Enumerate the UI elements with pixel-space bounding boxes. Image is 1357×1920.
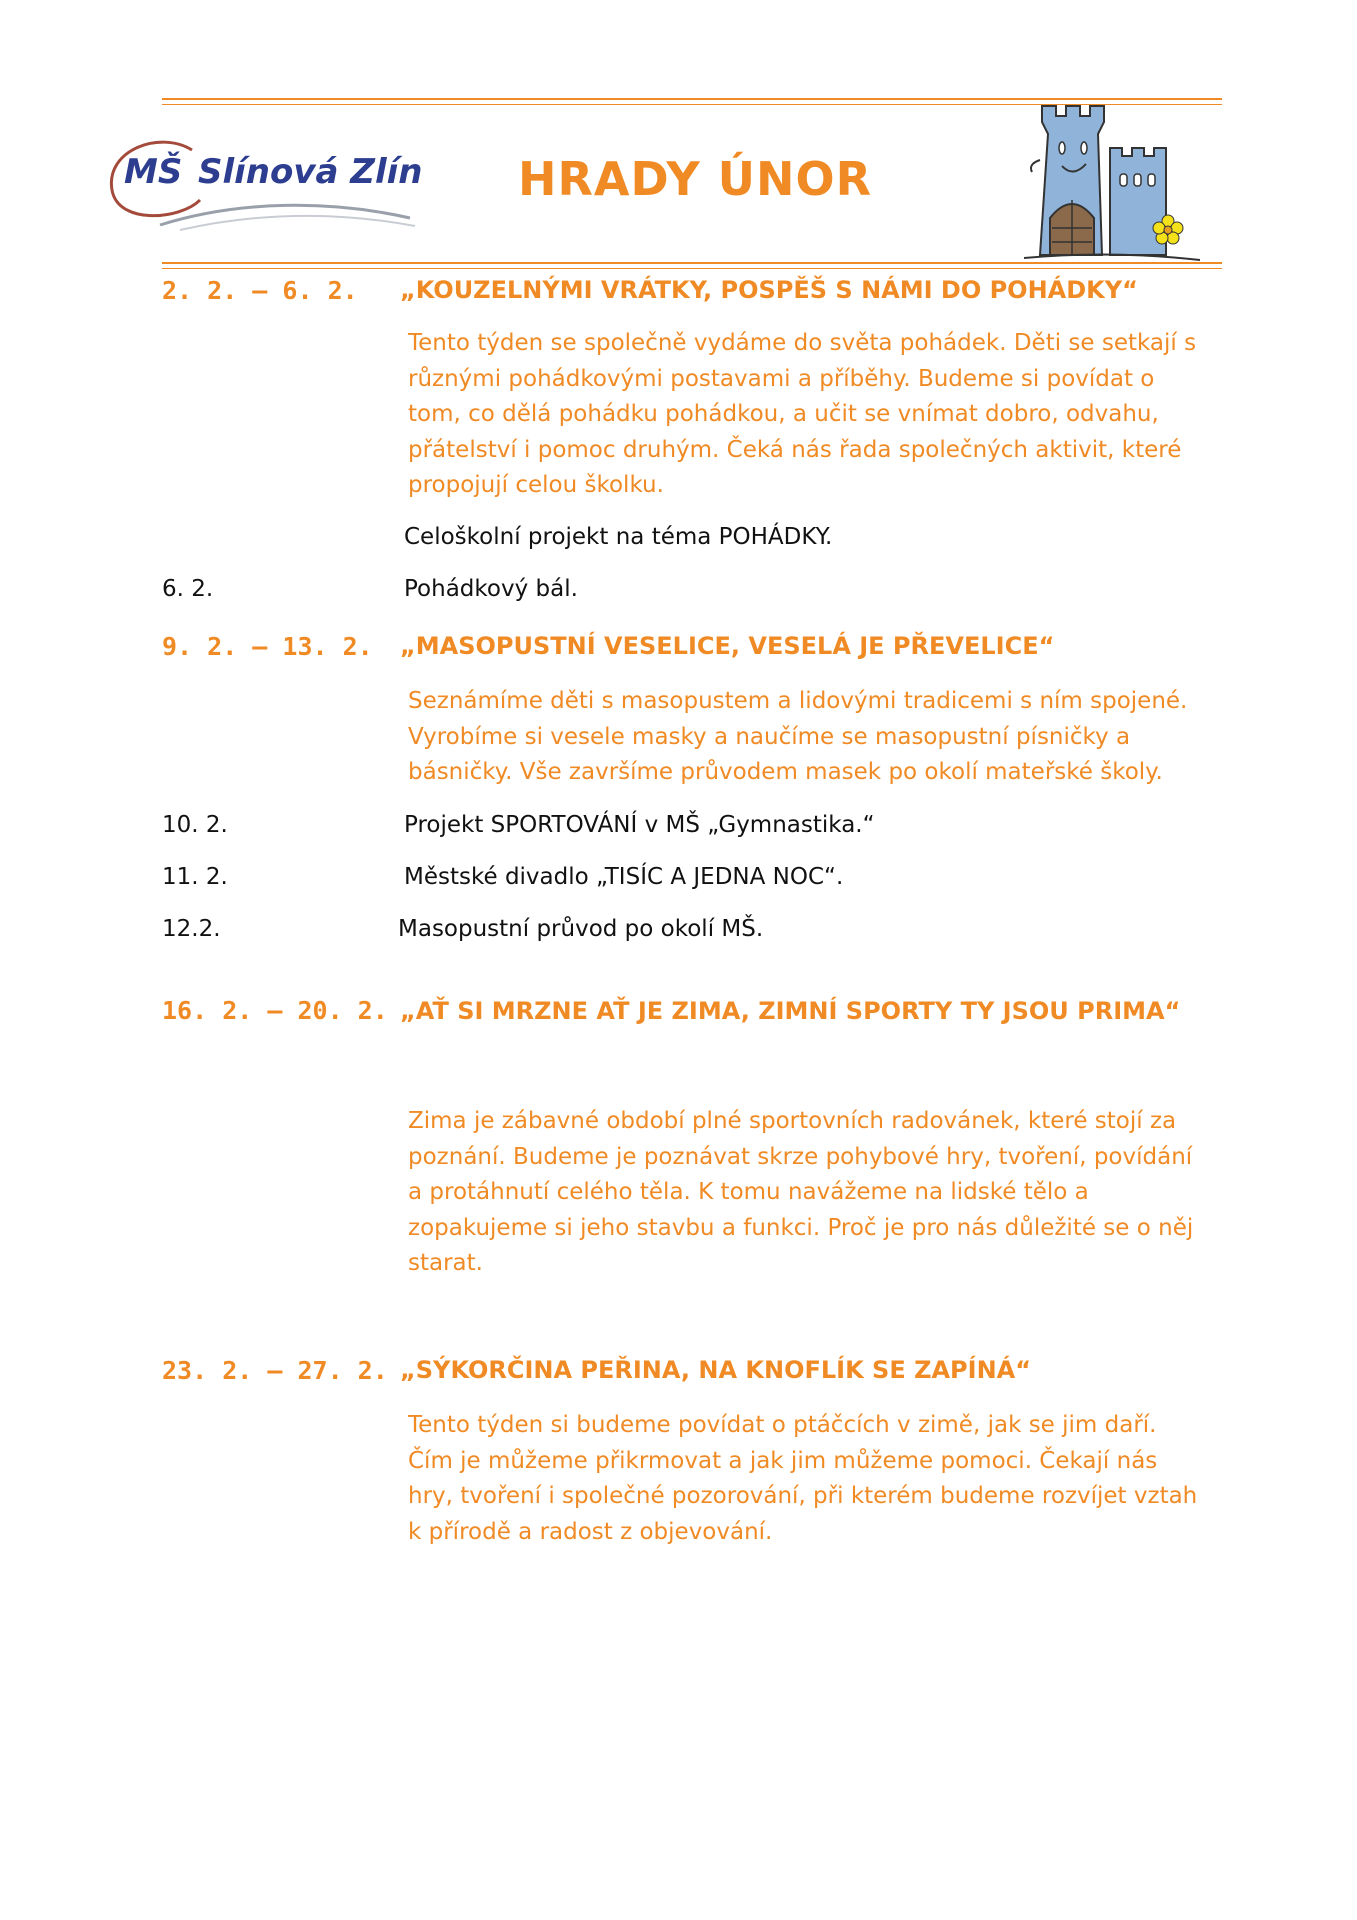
week-2-title: „MASOPUSTNÍ VESELICE, VESELÁ JE PŘEVELICE“ [400,632,1055,660]
week-1-description: Tento týden se společně vydáme do světa pohádek. Děti se setkají s různými pohádkovými postavami a příběhy. Budeme si povídat o tom, co dělá pohádku pohádkou, a učit se vnímat dobro, odvahu, přátelství i pomoc druhým. Čeká nás řada společných aktivit, které propojují celou školku. [408,330,1197,498]
event-date: 10. 2. [162,812,228,838]
page-title: HRADY ÚNOR [517,152,873,206]
week-3-date: 16. 2. – 20. 2. [162,996,388,1025]
event-date: 6. 2. [162,576,214,602]
week-1-title: „KOUZELNÝMI VRÁTKY, POSPĚŠ S NÁMI DO POHÁDKY“ [400,276,1138,304]
event-text: Masopustní průvod po okolí MŠ. [398,916,764,942]
week-1-date: 2. 2. – 6. 2. [162,276,358,305]
event-date: 12.2. [162,916,221,942]
week-2-date: 9. 2. – 13. 2. [162,632,373,661]
event-text: Městské divadlo „TISÍC A JEDNA NOC“. [404,864,844,890]
week-1-note: Celoškolní projekt na téma POHÁDKY. [404,524,833,550]
event-date: 11. 2. [162,864,228,890]
week-4-description: Tento týden si budeme povídat o ptáčcích v zimě, jak se jim daří. Čím je můžeme přikrmovat a jak jim můžeme pomoci. Čekají nás hry, tvoření i společné pozorování, při kterém budeme rozvíjet vztah k přírodě a radost z objevování. [408,1412,1198,1545]
week-3-title: „AŤ SI MRZNE AŤ JE ZIMA, ZIMNÍ SPORTY TY JSOU PRIMA“ [400,997,1181,1025]
logo-school-name: Slínová Zlín [198,152,423,192]
header-bottom-rule-thin [162,268,1222,269]
event-text: Pohádkový bál. [404,576,578,602]
week-4-date: 23. 2. – 27. 2. [162,1356,388,1385]
header-bottom-rule [162,262,1222,264]
logo-ms-text: MŠ [124,152,183,192]
week-3-description: Zima je zábavné období plné sportovních radovánek, které stojí za poznání. Budeme je poznávat skrze pohybové hry, tvoření, povídání a protáhnutí celého těla. K tomu navážeme na lidské tělo a zopakujeme si jeho stavbu a funkci. Proč je pro nás důležité se o něj starat. [408,1108,1194,1276]
castle-icon [1010,100,1210,270]
week-2-description: Seznámíme děti s masopustem a lidovými tradicemi s ním spojené. Vyrobíme si vesele masky a naučíme se masopustní písničky a básničky. Vše završíme průvodem masek po okolí mateřské školy. [408,688,1188,785]
school-logo [100,130,423,240]
week-4-title: „SÝKORČINA PEŘINA, NA KNOFLÍK SE ZAPÍNÁ“ [400,1356,1032,1384]
event-text: Projekt SPORTOVÁNÍ v MŠ „Gymnastika.“ [404,812,875,838]
